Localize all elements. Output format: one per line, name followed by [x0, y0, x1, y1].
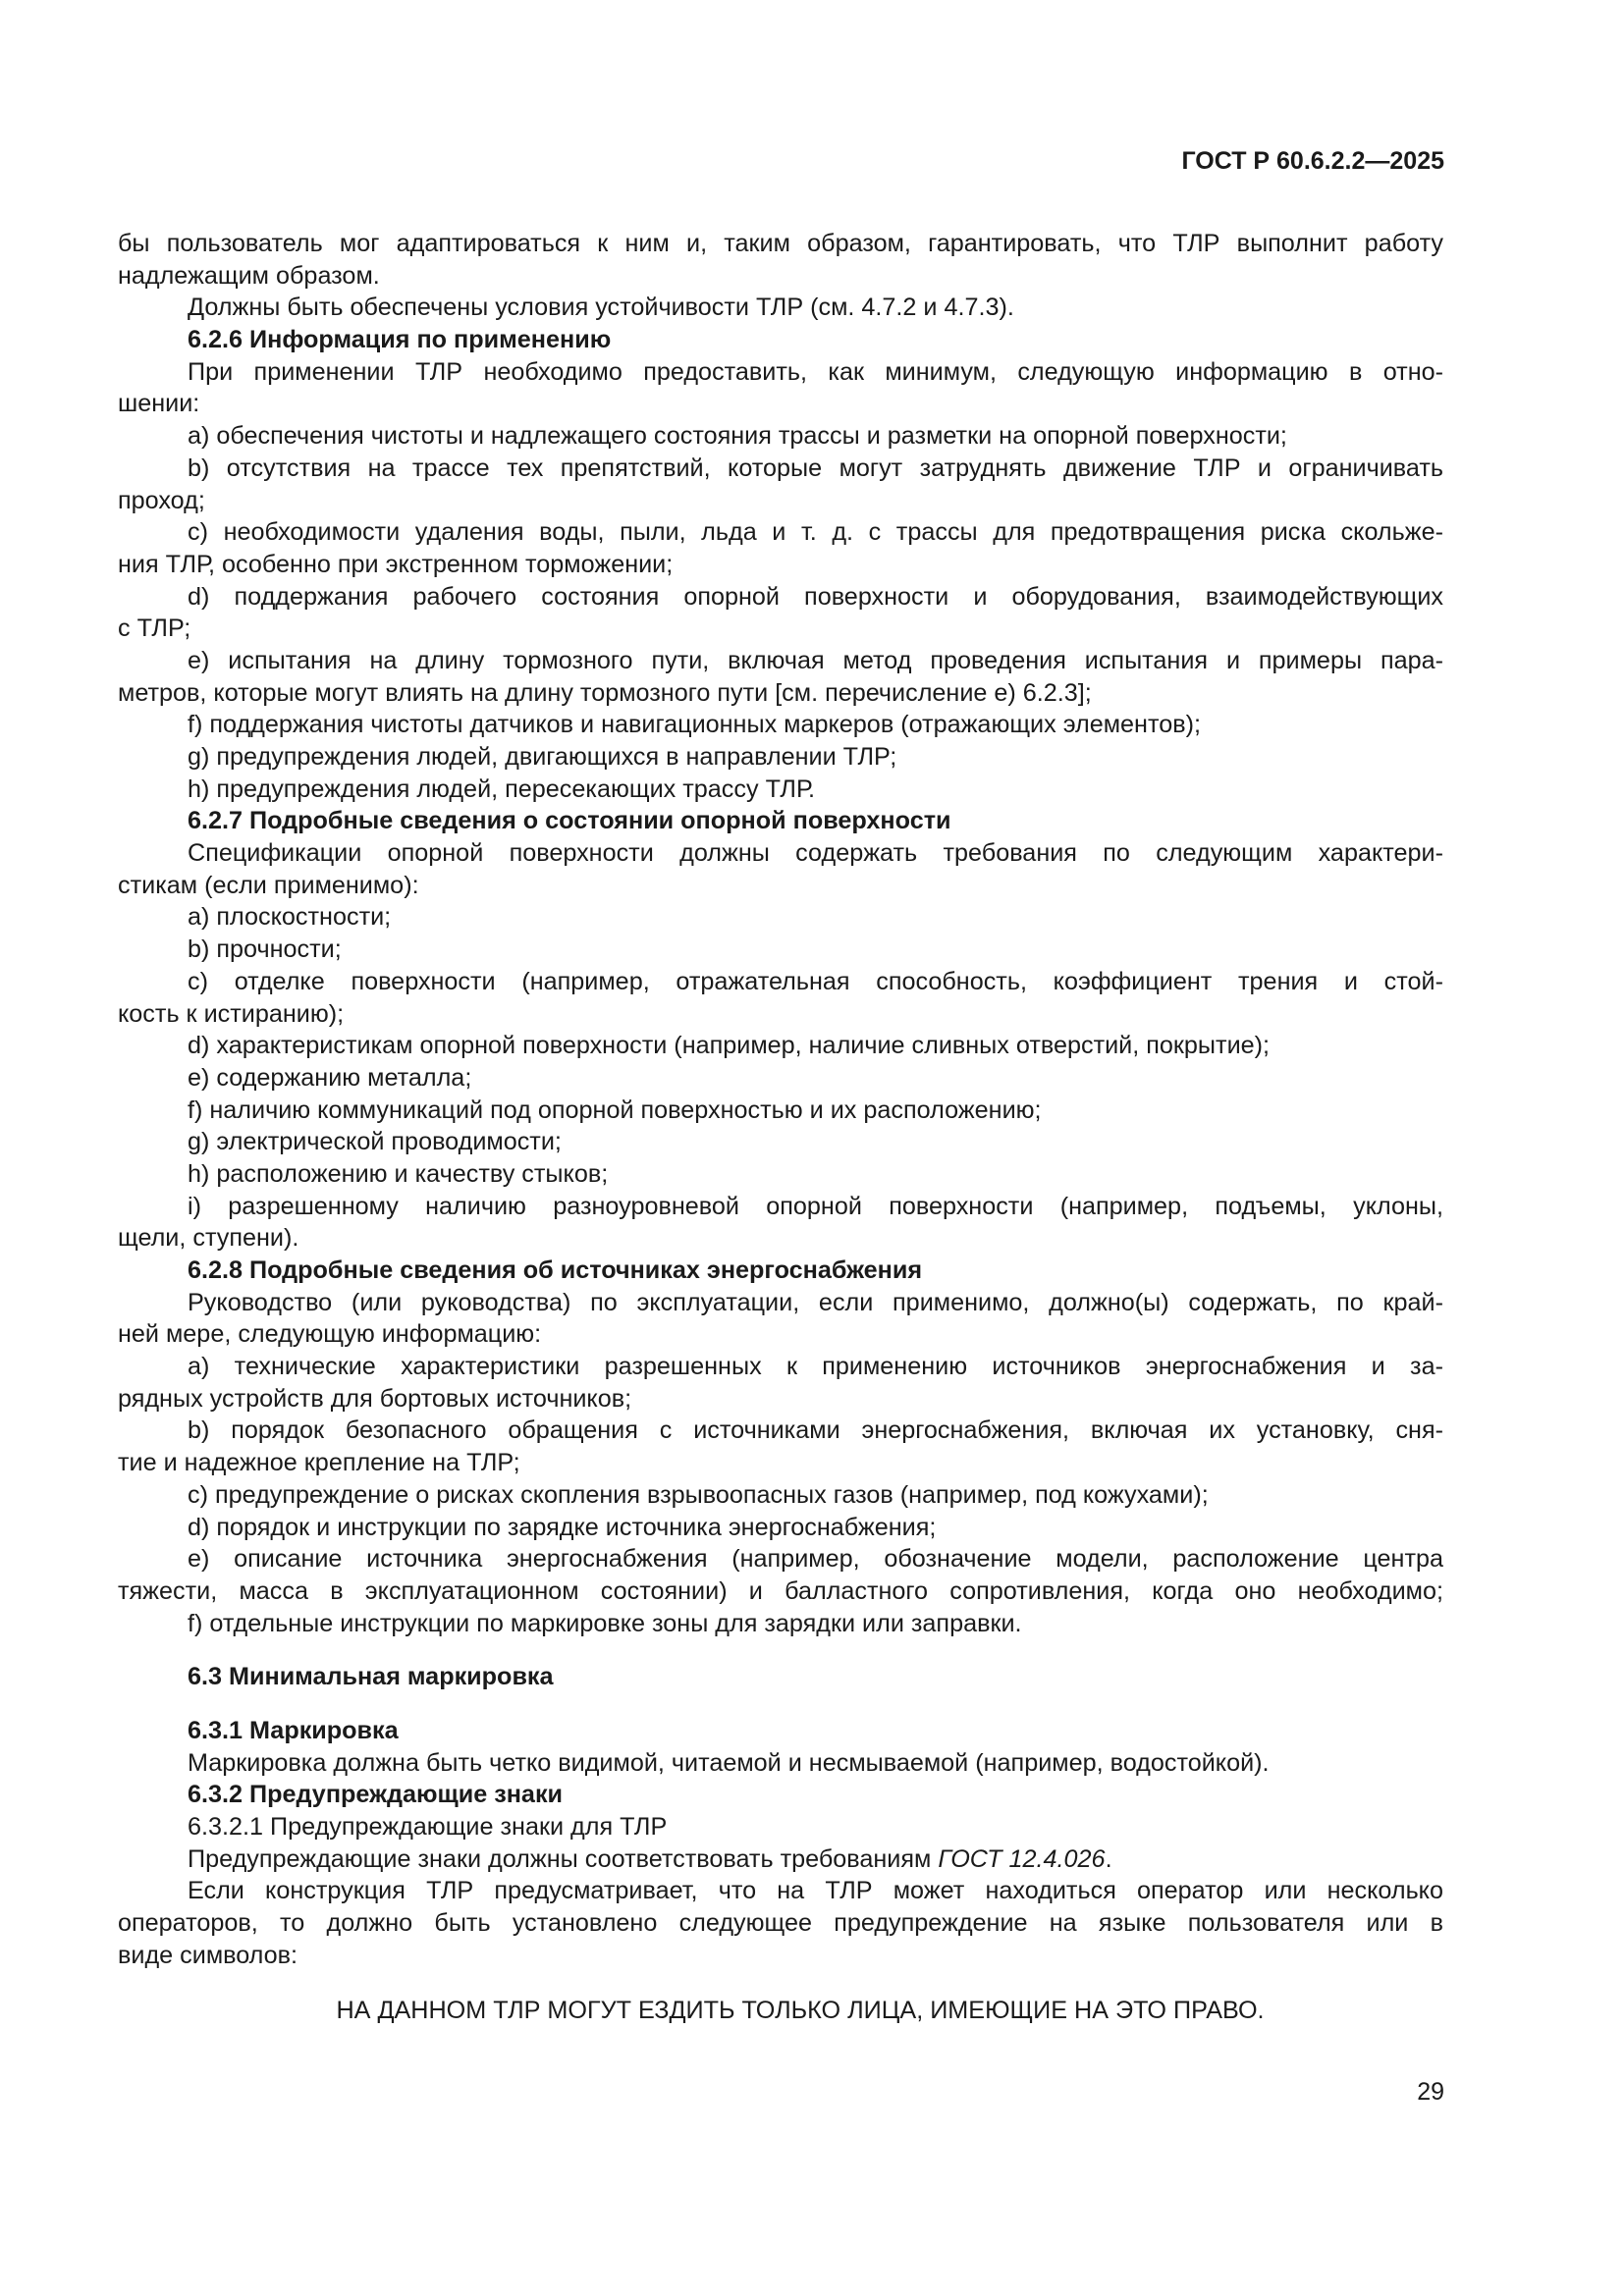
- list-item: f) наличию коммуникаций под опорной поверхностью и их расположению;: [188, 1095, 1042, 1124]
- list-item: f) поддержания чистоты датчиков и навигационных маркеров (отражающих элементов);: [188, 711, 1201, 739]
- list-item: f) отдельные инструкции по маркировке зоны для зарядки или заправки.: [188, 1609, 1022, 1637]
- subsection-heading-6-3-2-1: 6.3.2.1 Предупреждающие знаки для ТЛР: [188, 1813, 668, 1841]
- paragraph-line: [118, 1843, 1443, 1876]
- list-item: c) необходимости удаления воды, пыли, льда и т. д. с трассы для предотвращения риска скольже-: [188, 518, 1443, 547]
- list-item: h) предупреждения людей, пересекающих трассу ТЛР.: [188, 774, 815, 803]
- paragraph-line: ней мере, следующую информацию:: [118, 1320, 542, 1349]
- list-item: d) порядок и инструкции по зарядке источника энергоснабжения;: [188, 1513, 937, 1541]
- paragraph-line: Руководство (или руководства) по эксплуатации, если применимо, должно(ы) содержать, по край-: [188, 1288, 1443, 1316]
- document-body: [118, 228, 1443, 2027]
- section-heading-6-2-8: 6.2.8 Подробные сведения об источниках энергоснабжения: [188, 1256, 923, 1284]
- paragraph-line: надлежащим образом.: [118, 261, 380, 290]
- warning-notice: НА ДАННОМ ТЛР МОГУТ ЕЗДИТЬ ТОЛЬКО ЛИЦА, ИМЕЮЩИЕ НА ЭТО ПРАВО.: [336, 1997, 1265, 2025]
- section-heading-6-2-7: 6.2.7 Подробные сведения о состоянии опорной поверхности: [188, 807, 951, 835]
- paragraph-line: Если конструкция ТЛР предусматривает, что на ТЛР может находиться оператор или несколько: [188, 1877, 1443, 1905]
- list-item: a) технические характеристики разрешенных к применению источников энергоснабжения и за-: [188, 1353, 1443, 1381]
- list-item-continuation: метров, которые могут влиять на длину тормозного пути [см. перечисление e) 6.2.3];: [118, 678, 1092, 707]
- list-item: c) предупреждение о рисках скопления взрывоопасных газов (например, под кожухами);: [188, 1480, 1209, 1509]
- document-code-header: ГОСТ Р 60.6.2.2—2025: [1181, 147, 1444, 175]
- paragraph-line: Спецификации опорной поверхности должны содержать требования по следующим характери-: [188, 839, 1443, 868]
- list-item: e) испытания на длину тормозного пути, включая метод проведения испытания и примеры пара-: [188, 646, 1443, 674]
- section-heading-6-2-6: 6.2.6 Информация по применению: [188, 326, 612, 354]
- list-item-continuation: рядных устройств для бортовых источников;: [118, 1384, 632, 1413]
- paragraph-line: стикам (если применимо):: [118, 871, 419, 899]
- paragraph-line: операторов, то должно быть установлено следующее предупреждение на языке пользователя или в: [118, 1909, 1443, 1938]
- paragraph-line: виде символов:: [118, 1941, 298, 1969]
- list-item: d) характеристикам опорной поверхности (например, наличие сливных отверстий, покрытие);: [188, 1032, 1271, 1060]
- paragraph-line: Маркировка должна быть четко видимой, читаемой и несмываемой (например, водостойкой).: [188, 1748, 1270, 1777]
- list-item: e) содержанию металла;: [188, 1063, 472, 1092]
- section-heading-6-3: 6.3 Минимальная маркировка: [188, 1663, 554, 1691]
- paragraph-line: бы пользователь мог адаптироваться к ним и, таким образом, гарантировать, что ТЛР выполнит работу: [118, 230, 1443, 257]
- list-item: d) поддержания рабочего состояния опорной поверхности и оборудования, взаимодействующих: [188, 582, 1443, 611]
- paragraph-line: шении:: [118, 390, 200, 418]
- list-item-continuation: ния ТЛР, особенно при экстренном торможении;: [118, 550, 674, 578]
- list-item-continuation: тяжести, масса в эксплуатационном состоянии) и балластного сопротивления, когда оно необходимо;: [118, 1576, 1443, 1605]
- list-item: c) отделке поверхности (например, отражательная способность, коэффициент трения и стой-: [188, 967, 1443, 995]
- list-item-continuation: с ТЛР;: [118, 614, 191, 643]
- list-item: b) прочности;: [188, 935, 342, 964]
- list-item: a) обеспечения чистоты и надлежащего состояния трассы и разметки на опорной поверхности;: [188, 422, 1287, 451]
- list-item: g) электрической проводимости;: [188, 1128, 562, 1156]
- list-item-continuation: щели, ступени).: [118, 1224, 299, 1253]
- section-spacer: [118, 1639, 1443, 1661]
- list-item: e) описание источника энергоснабжения (например, обозначение модели, расположение центра: [188, 1545, 1443, 1574]
- section-heading-6-3-2: 6.3.2 Предупреждающие знаки: [188, 1781, 564, 1809]
- section-heading-6-3-1: 6.3.1 Маркировка: [188, 1716, 399, 1744]
- standard-reference: ГОСТ 12.4.026: [938, 1844, 1106, 1873]
- section-spacer: [118, 1693, 1443, 1715]
- list-item: g) предупреждения людей, двигающихся в направлении ТЛР;: [188, 743, 897, 771]
- list-item: b) отсутствия на трассе тех препятствий, которые могут затруднять движение ТЛР и ограничивать: [188, 454, 1443, 482]
- list-item: i) разрешенному наличию разноуровневой опорной поверхности (например, подъемы, уклоны,: [188, 1192, 1443, 1220]
- paragraph-text: Предупреждающие знаки должны соответствовать требованиям: [188, 1844, 939, 1873]
- paragraph-line: При применении ТЛР необходимо предоставить, как минимум, следующую информацию в отно-: [188, 357, 1443, 386]
- list-item: b) порядок безопасного обращения с источниками энергоснабжения, включая их установку, сня-: [188, 1416, 1443, 1445]
- paragraph-text: .: [1105, 1844, 1112, 1873]
- list-item: h) расположению и качеству стыков;: [188, 1159, 609, 1188]
- page-number: 29: [1417, 2078, 1444, 2106]
- list-item: a) плоскостности;: [188, 903, 392, 932]
- list-item-continuation: тие и надежное крепление на ТЛР;: [118, 1449, 520, 1477]
- paragraph-line: Должны быть обеспечены условия устойчивости ТЛР (см. 4.7.2 и 4.7.3).: [188, 294, 1014, 322]
- list-item-continuation: кость к истиранию);: [118, 999, 345, 1028]
- list-item-continuation: проход;: [118, 486, 205, 514]
